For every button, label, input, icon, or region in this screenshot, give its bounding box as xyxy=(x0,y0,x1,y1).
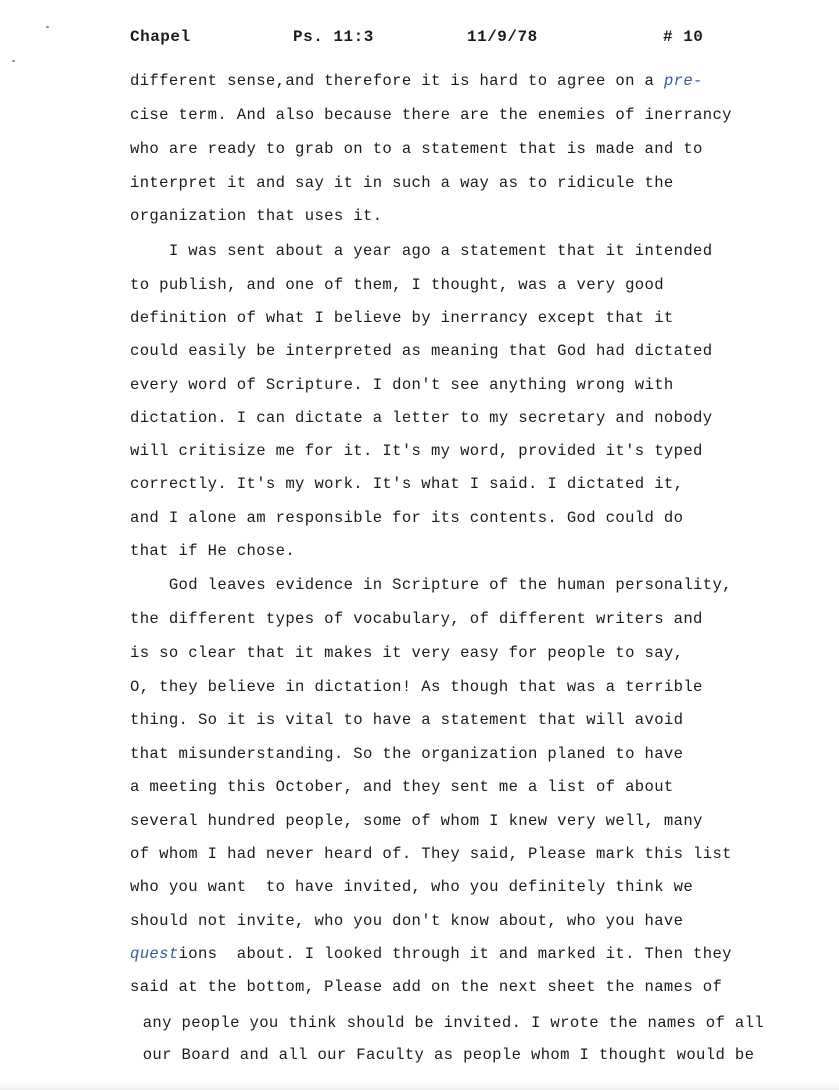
text-line: I was sent about a year ago a statement that it intended xyxy=(130,242,713,260)
text-line: is so clear that it makes it very easy for people to say, xyxy=(130,644,684,662)
text-line: questions about. I looked through it and marked it. Then they xyxy=(130,945,732,963)
scan-edge-shadow xyxy=(0,1080,839,1090)
text-line: organization that uses it. xyxy=(130,207,383,225)
text-line: God leaves evidence in Scripture of the human personality, xyxy=(130,576,732,594)
text-line: that if He chose. xyxy=(130,542,296,560)
text-line: should not invite, who you don't know about, who you have xyxy=(130,912,684,930)
text-line: correctly. It's my work. It's what I said. I dictated it, xyxy=(130,475,684,493)
handwritten-correction: quest xyxy=(130,945,179,963)
text-line: our Board and all our Faculty as people whom I thought would be xyxy=(133,1046,755,1064)
text-line: could easily be interpreted as meaning that God had dictated xyxy=(130,342,713,360)
text-line: the different types of vocabulary, of different writers and xyxy=(130,610,703,628)
scan-speck xyxy=(46,26,49,28)
text-line: every word of Scripture. I don't see anything wrong with xyxy=(130,376,674,394)
header-date: 11/9/78 xyxy=(467,28,538,46)
text-line: to publish, and one of them, I thought, was a very good xyxy=(130,276,664,294)
text-line: that misunderstanding. So the organization planed to have xyxy=(130,745,684,763)
handwritten-correction: pre- xyxy=(663,72,703,90)
text-line: said at the bottom, Please add on the next sheet the names of xyxy=(130,978,723,996)
text-line: any people you think should be invited. I wrote the names of all xyxy=(133,1014,765,1032)
text-line: who are ready to grab on to a statement that is made and to xyxy=(130,140,703,158)
scan-speck xyxy=(12,60,15,62)
text-line: and I alone am responsible for its contents. God could do xyxy=(130,509,684,527)
text-line: different sense,and therefore it is hard to agree on a pre- xyxy=(130,72,703,90)
text-line: who you want to have invited, who you definitely think we xyxy=(130,878,694,896)
header-location: Chapel xyxy=(130,28,191,46)
text-line: interpret it and say it in such a way as to ridicule the xyxy=(130,174,674,192)
text-line: cise term. And also because there are the enemies of inerrancy xyxy=(130,106,732,124)
text-line: thing. So it is vital to have a statement that will avoid xyxy=(130,711,684,729)
text-line: definition of what I believe by inerrancy except that it xyxy=(130,309,674,327)
text-line: O, they believe in dictation! As though that was a terrible xyxy=(130,678,703,696)
text-line: a meeting this October, and they sent me a list of about xyxy=(130,778,674,796)
header-reference: Ps. 11:3 xyxy=(293,28,374,46)
text-line: of whom I had never heard of. They said, Please mark this list xyxy=(130,845,732,863)
text-line: will critisize me for it. It's my word, provided it's typed xyxy=(130,442,703,460)
header-page-number: # 10 xyxy=(663,28,704,46)
text-line: dictation. I can dictate a letter to my secretary and nobody xyxy=(130,409,713,427)
text-line: several hundred people, some of whom I knew very well, many xyxy=(130,812,703,830)
